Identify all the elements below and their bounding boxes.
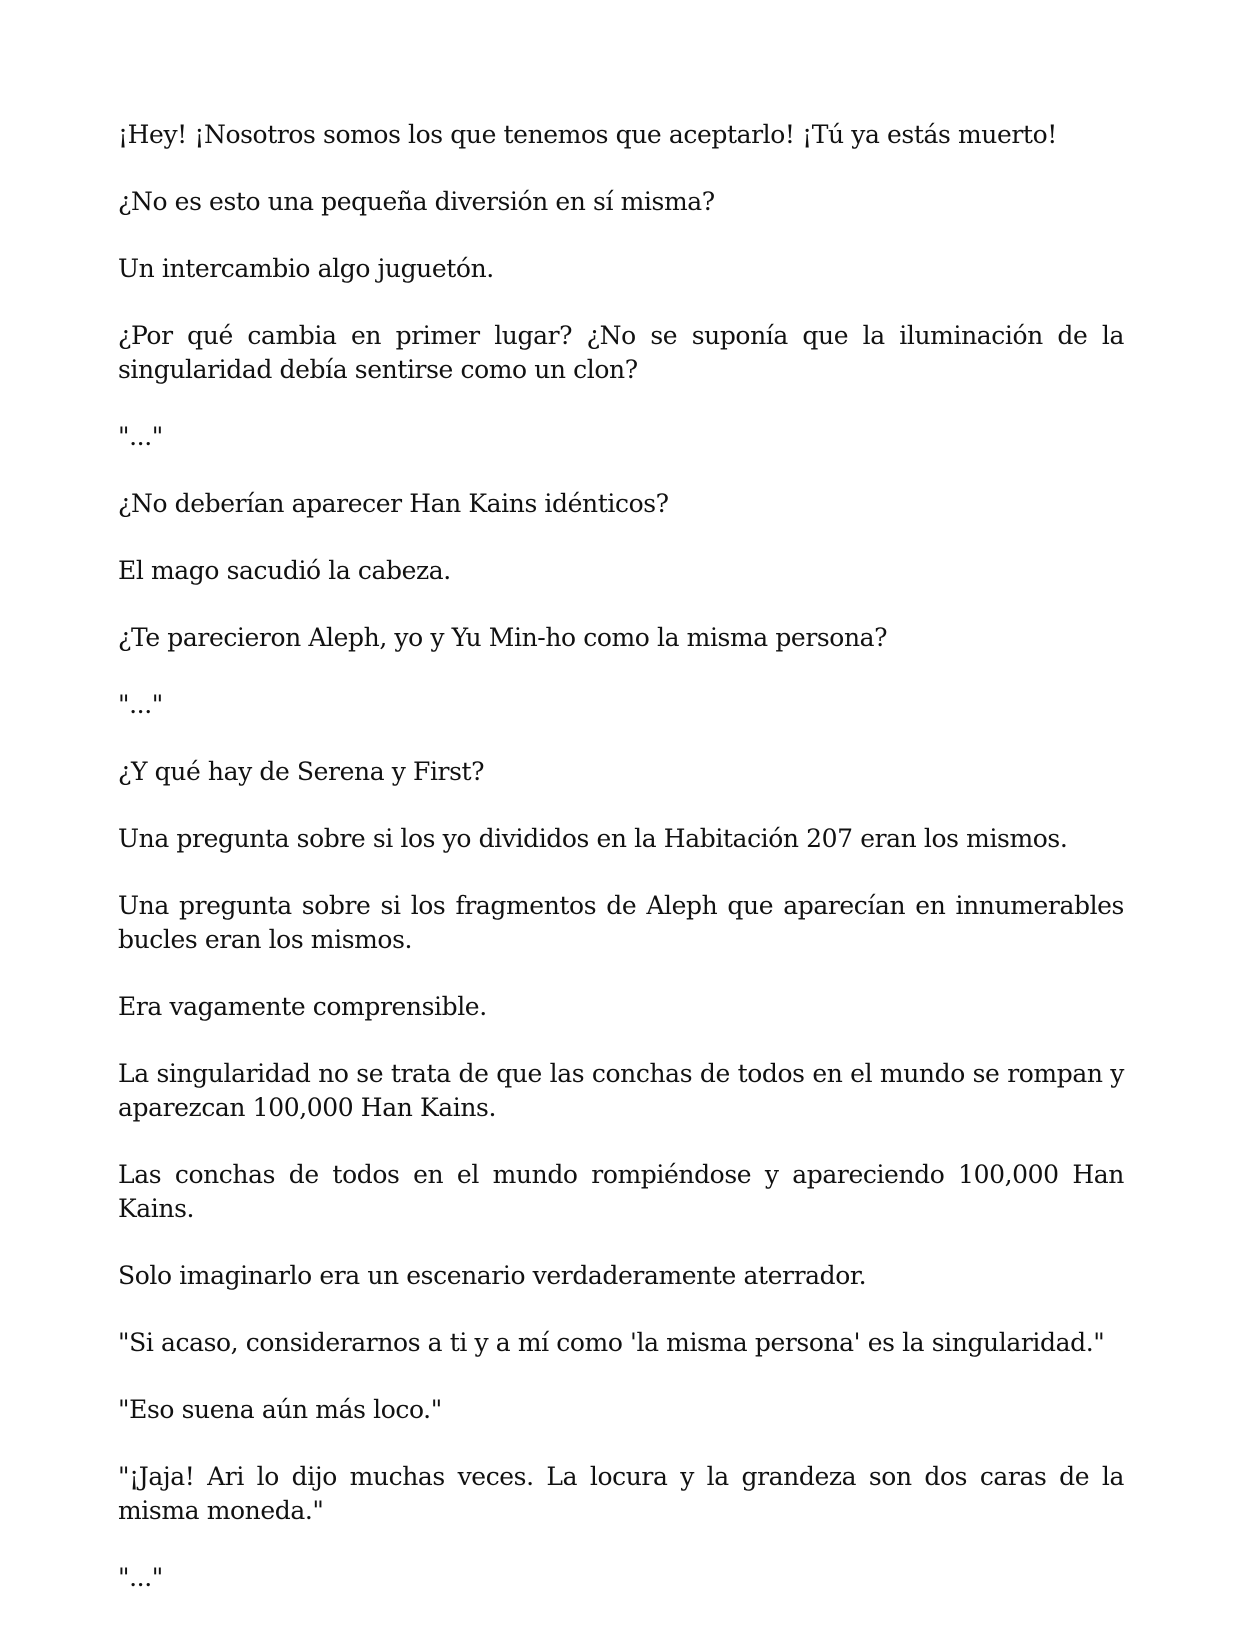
paragraph: La singularidad no se trata de que las conchas de todos en el mundo se rompan y aparezcan 100,000 Han Kains. [118, 1059, 1124, 1122]
paragraph: Un intercambio algo juguetón. [118, 254, 494, 283]
paragraph: Era vagamente comprensible. [118, 992, 487, 1021]
paragraph: "Si acaso, considerarnos a ti y a mí como 'la misma persona' es la singularidad." [118, 1328, 1105, 1357]
document-body [118, 118, 1124, 1628]
paragraph: Una pregunta sobre si los fragmentos de Aleph que aparecían en innumerables bucles eran los mismos. [118, 891, 1124, 954]
paragraph: ¿Por qué cambia en primer lugar? ¿No se suponía que la iluminación de la singularidad debía sentirse como un clon? [118, 321, 1124, 384]
paragraph: Solo imaginarlo era un escenario verdaderamente aterrador. [118, 1261, 867, 1290]
paragraph: ¿No es esto una pequeña diversión en sí misma? [118, 187, 715, 216]
paragraph: "..." [118, 690, 163, 719]
paragraph: ¿Te parecieron Aleph, yo y Yu Min-ho como la misma persona? [118, 623, 888, 652]
paragraph: ¿Y qué hay de Serena y First? [118, 757, 485, 786]
paragraph: Las conchas de todos en el mundo rompiéndose y apareciendo 100,000 Han Kains. [118, 1160, 1124, 1223]
paragraph: Una pregunta sobre si los yo divididos en la Habitación 207 eran los mismos. [118, 824, 1068, 853]
paragraph: "..." [118, 422, 163, 451]
paragraph: "Eso suena aún más loco." [118, 1395, 442, 1424]
paragraph: "..." [118, 1563, 163, 1592]
paragraph: ¡Hey! ¡Nosotros somos los que tenemos que aceptarlo! ¡Tú ya estás muerto! [118, 120, 1057, 149]
paragraph: "¡Jaja! Ari lo dijo muchas veces. La locura y la grandeza son dos caras de la misma moneda." [118, 1462, 1124, 1525]
paragraph: El mago sacudió la cabeza. [118, 556, 451, 585]
paragraph: ¿No deberían aparecer Han Kains idénticos? [118, 489, 669, 518]
